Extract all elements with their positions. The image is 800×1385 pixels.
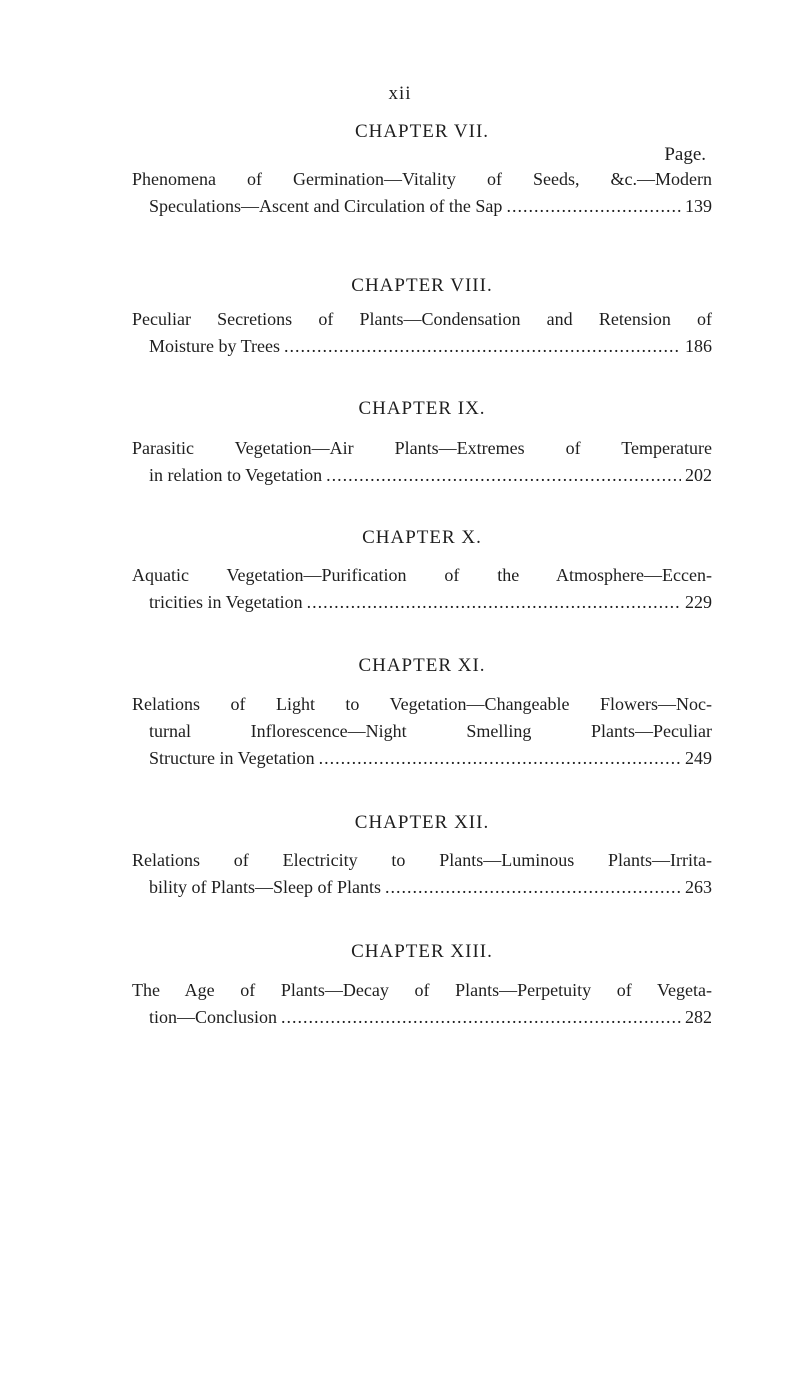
entry-last-line xyxy=(132,193,712,220)
entry-last-line xyxy=(132,745,712,772)
chapter-title: CHAPTER X. xyxy=(362,527,482,548)
entry-last-line xyxy=(132,589,712,616)
dot-leader xyxy=(281,1004,681,1031)
entry-last-line xyxy=(132,333,712,360)
entry-text: Speculations—Ascent and Circulation of the Sap xyxy=(149,196,503,216)
page-reference: 139 xyxy=(685,196,712,216)
dot-leader xyxy=(307,589,681,616)
entry-line: Phenomena of Germination—Vitality of Seeds, &c.—Modern xyxy=(132,169,712,189)
toc-entry-chapter-8 xyxy=(132,274,712,360)
entry-last-line xyxy=(132,1004,712,1031)
entry-line: Parasitic Vegetation—Air Plants—Extremes of Temperature xyxy=(132,438,712,458)
entry-line: Relations of Electricity to Plants—Luminous Plants—Irrita- xyxy=(132,850,712,870)
page-reference: 249 xyxy=(685,748,712,768)
page-column-label: Page. xyxy=(664,144,706,165)
toc-entry-chapter-9 xyxy=(132,397,712,489)
toc-entry-chapter-10 xyxy=(132,526,712,616)
chapter-title: CHAPTER IX. xyxy=(358,398,486,419)
entry-text: Moisture by Trees xyxy=(149,336,281,356)
entry-line: Peculiar Secretions of Plants—Condensation and Retension of xyxy=(132,309,712,329)
toc-entry-chapter-7 xyxy=(132,120,712,220)
dot-leader xyxy=(326,462,681,489)
entry-text: tion—Conclusion xyxy=(149,1007,278,1027)
toc-entry-chapter-11 xyxy=(132,654,712,772)
chapter-title: CHAPTER XII. xyxy=(354,812,490,833)
page-reference: 202 xyxy=(685,465,712,485)
dot-leader xyxy=(284,333,681,360)
entry-line: Relations of Light to Vegetation—Changeable Flowers—Noc- xyxy=(132,694,712,714)
toc-entry-chapter-12 xyxy=(132,811,712,901)
toc-entry-chapter-13 xyxy=(132,940,712,1031)
entry-line: turnal Inflorescence—Night Smelling Plants—Peculiar xyxy=(149,721,712,741)
entry-text: Structure in Vegetation xyxy=(149,748,315,768)
page-reference: 229 xyxy=(685,592,712,612)
entry-line: Aquatic Vegetation—Purification of the Atmosphere—Eccen- xyxy=(132,565,712,585)
dot-leader xyxy=(506,193,681,220)
page-reference: 186 xyxy=(685,336,712,356)
chapter-title: CHAPTER VIII. xyxy=(351,275,493,296)
entry-last-line xyxy=(132,462,712,489)
chapter-title: CHAPTER VII. xyxy=(354,121,490,142)
dot-leader xyxy=(319,745,681,772)
chapter-title: CHAPTER XIII. xyxy=(351,941,493,962)
entry-text: bility of Plants—Sleep of Plants xyxy=(149,877,381,897)
entry-last-line xyxy=(132,874,712,901)
entry-text: in relation to Vegetation xyxy=(149,465,323,485)
page-reference: 263 xyxy=(685,877,712,897)
chapter-title: CHAPTER XI. xyxy=(358,655,486,676)
entry-text: tricities in Vegetation xyxy=(149,592,303,612)
page-reference: 282 xyxy=(685,1007,712,1027)
page-number: xii xyxy=(388,83,412,104)
dot-leader xyxy=(385,874,681,901)
entry-line: The Age of Plants—Decay of Plants—Perpetuity of Vegeta- xyxy=(132,980,712,1000)
